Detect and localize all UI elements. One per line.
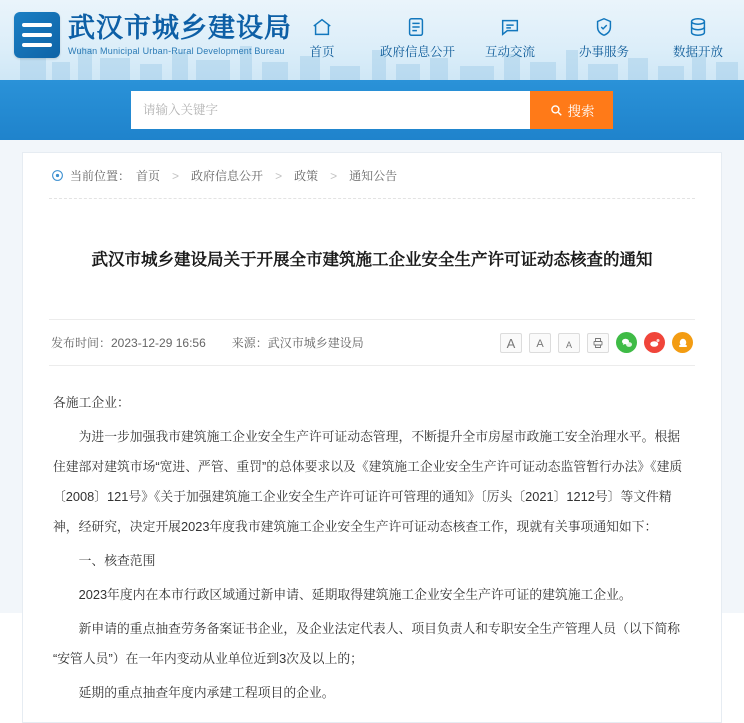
breadcrumb-separator: > — [172, 168, 180, 183]
breadcrumb — [49, 153, 695, 199]
article-paragraph: 为进一步加强我市建筑施工企业安全生产许可证动态管理，不断提升全市房屋市政施工安全治理水平。根据住建部对建筑市场“宽进、严管、重罚”的总体要求以及《建筑施工企业安全生产许可证动态监管暂行办法》《建质〔2008〕121号》《关于加强建筑施工企业安全生产许可证许可管理的通知》〔厉头〔2021〕1212号〕等文件精神，经研究，决定开展2023年度我市建筑施工企业安全生产许可证动态核查工作，现就有关事项通知如下： — [53, 429, 683, 535]
database-icon — [687, 16, 709, 38]
breadcrumb-item-notice[interactable]: 通知公告 — [349, 169, 398, 183]
chat-icon — [499, 16, 521, 38]
nav-item-interaction[interactable] — [474, 16, 546, 60]
font-size-large-button[interactable]: A — [500, 333, 522, 353]
breadcrumb-item-home[interactable]: 首页 — [136, 169, 161, 183]
publish-time: 发布时间：2023-12-29 16:56 — [51, 336, 206, 351]
breadcrumb-prefix: 当前位置： — [70, 169, 131, 183]
article-paragraph: 一、核查范围 — [78, 553, 156, 569]
nav-label: 办事服务 — [578, 45, 629, 59]
print-icon — [592, 337, 604, 349]
qq-icon — [677, 337, 689, 349]
site-name-cn: 武汉市城乡建设局 — [68, 13, 292, 43]
wechat-icon — [621, 337, 633, 349]
breadcrumb-item-government-info[interactable]: 政府信息公开 — [191, 169, 264, 183]
share-qq-button[interactable] — [672, 332, 693, 353]
font-size-small-button[interactable]: A — [558, 333, 580, 353]
site-header — [0, 0, 744, 80]
search-band — [0, 80, 744, 140]
article-paragraph: 各施工企业： — [53, 395, 130, 411]
nav-item-home[interactable] — [286, 16, 358, 60]
article-card — [22, 152, 722, 723]
page-title: 武汉市城乡建设局关于开展全市建筑施工企业安全生产许可证动态核查的通知 — [91, 251, 653, 270]
article-meta-left — [51, 334, 364, 351]
shield-check-icon — [593, 16, 615, 38]
main-nav — [286, 16, 734, 60]
breadcrumb-item-policy[interactable]: 政策 — [294, 169, 319, 183]
search-box — [131, 91, 613, 129]
site-name-en: Wuhan Municipal Urban-Rural Development Bureau — [68, 46, 285, 56]
location-icon — [51, 169, 64, 182]
font-size-medium-button[interactable]: A — [529, 333, 551, 353]
nav-item-open-data[interactable] — [662, 16, 734, 60]
search-button-label: 搜索 — [567, 104, 595, 119]
share-wechat-button[interactable] — [616, 332, 637, 353]
document-icon — [405, 16, 427, 38]
article-paragraph: 延期的重点抽查年度内承建工程项目的企业。 — [78, 685, 335, 701]
nav-item-government-info[interactable] — [380, 16, 456, 60]
weibo-icon — [649, 337, 661, 349]
share-weibo-button[interactable] — [644, 332, 665, 353]
article-tools — [500, 332, 693, 353]
logo-mark-icon — [14, 12, 60, 58]
home-icon — [311, 16, 333, 38]
article-content — [49, 366, 695, 722]
article-source: 来源：武汉市城乡建设局 — [231, 336, 364, 351]
site-logo[interactable] — [14, 12, 292, 58]
article-paragraph: 2023年度内在本市行政区域通过新申请、延期取得建筑施工企业安全生产许可证的建筑施工企业。 — [78, 587, 632, 603]
nav-item-services[interactable] — [568, 16, 640, 60]
breadcrumb-separator: > — [330, 168, 338, 183]
page-body — [0, 140, 744, 701]
print-button[interactable] — [587, 333, 609, 353]
search-button[interactable] — [530, 91, 613, 129]
article-paragraph: 新申请的重点抽查劳务备案证书企业，及企业法定代表人、项目负责人和专职安全生产管理人员（以下简称“安管人员”）在一年内变动从业单位近到3次及以上的； — [53, 621, 681, 667]
nav-label: 政府信息公开 — [380, 45, 456, 59]
breadcrumb-separator: > — [275, 168, 283, 183]
nav-label: 首页 — [309, 45, 335, 59]
search-icon — [549, 103, 563, 117]
nav-label: 互动交流 — [484, 45, 535, 59]
nav-label: 数据开放 — [672, 45, 723, 59]
article-meta-bar — [49, 319, 695, 366]
search-input[interactable] — [131, 91, 530, 129]
